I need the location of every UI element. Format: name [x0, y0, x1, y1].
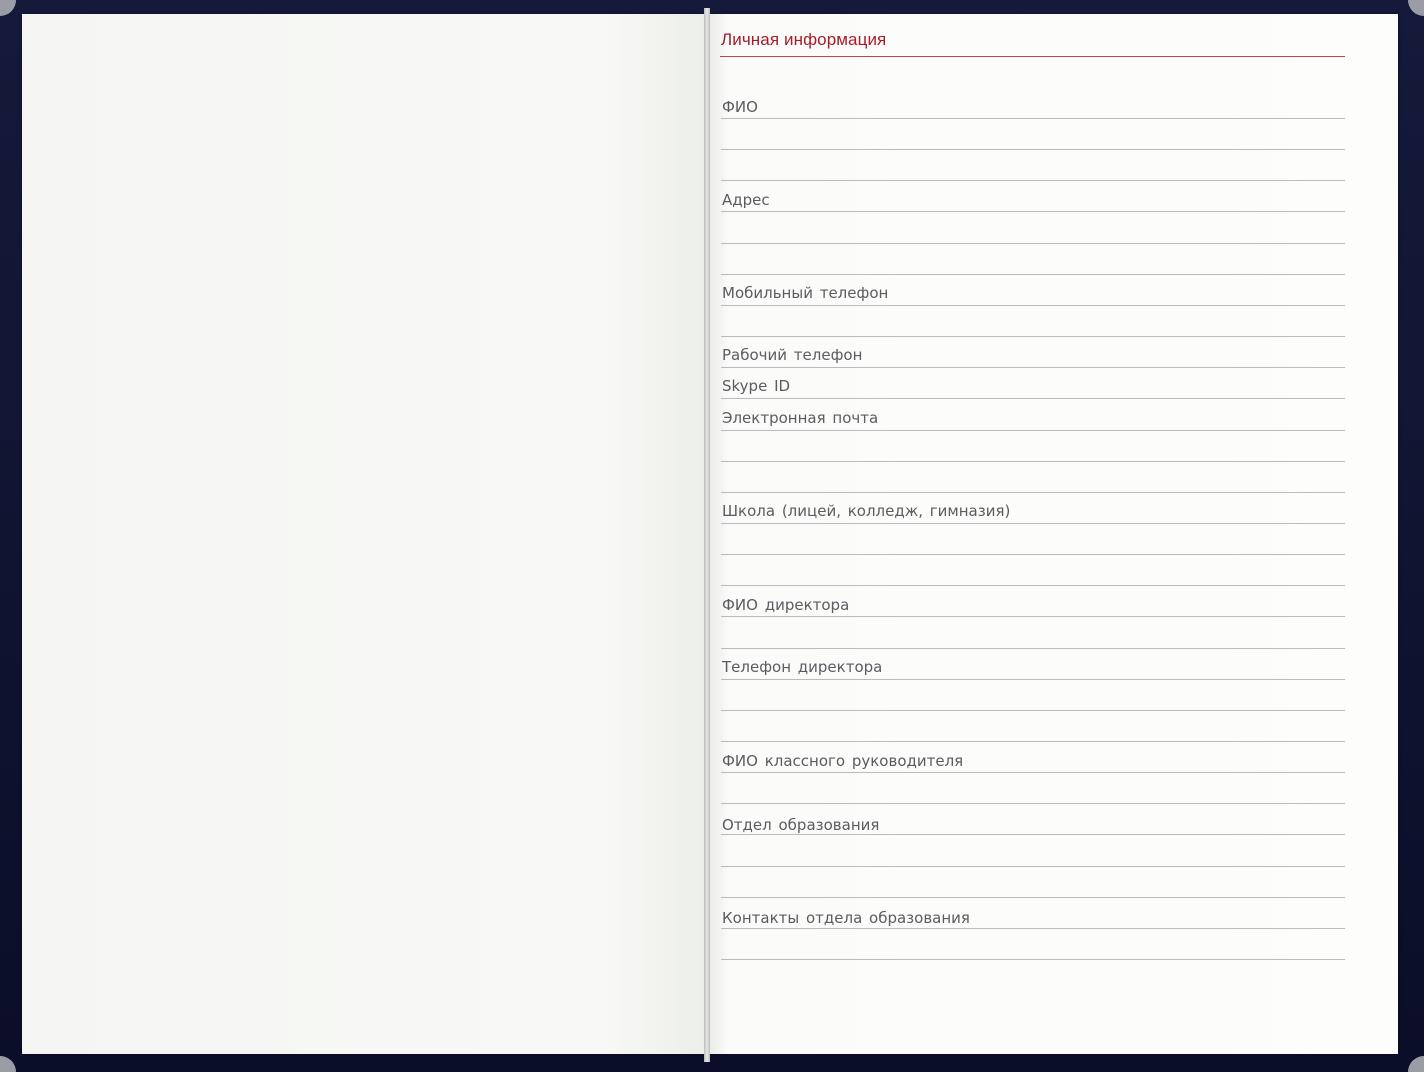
label-email: Электронная почта [722, 409, 879, 427]
ruled-line [721, 554, 1345, 555]
ruled-line [721, 834, 1345, 835]
label-class-teacher: ФИО классного руководителя [722, 752, 964, 770]
ruled-line [721, 274, 1345, 275]
ruled-line [721, 523, 1345, 524]
ruled-line [721, 648, 1345, 649]
ruled-line [721, 180, 1345, 181]
label-school: Школа (лицей, колледж, гимназия) [722, 502, 1011, 520]
ruled-line [721, 710, 1345, 711]
label-education-dept: Отдел образования [722, 816, 880, 834]
ruled-line [721, 928, 1345, 929]
ruled-line [721, 398, 1345, 399]
label-address: Адрес [722, 191, 770, 209]
label-fio: ФИО [722, 98, 758, 116]
label-mobile-phone: Мобильный телефон [722, 284, 889, 302]
ruled-line [721, 367, 1345, 368]
label-director-name: ФИО директора [722, 596, 850, 614]
ruled-line [721, 336, 1345, 337]
ruled-line [721, 149, 1345, 150]
ruled-line [721, 585, 1345, 586]
title-underline [720, 56, 1345, 57]
ruled-line [721, 959, 1345, 960]
ruled-line [721, 866, 1345, 867]
label-work-phone: Рабочий телефон [722, 346, 863, 364]
label-education-dept-contacts: Контакты отдела образования [722, 909, 970, 927]
book-gutter [704, 8, 710, 1062]
ruled-line [721, 741, 1345, 742]
ruled-line [721, 616, 1345, 617]
label-skype-id: Skype ID [722, 377, 791, 395]
ruled-line [721, 772, 1345, 773]
page-title: Личная информация [721, 30, 887, 49]
ruled-line [721, 305, 1345, 306]
ruled-line [721, 211, 1345, 212]
right-page-personal-info [708, 14, 1398, 1054]
ruled-line [721, 243, 1345, 244]
ruled-line [721, 118, 1345, 119]
ruled-line [721, 430, 1345, 431]
ruled-line [721, 803, 1345, 804]
ruled-line [721, 897, 1345, 898]
ruled-line [721, 461, 1345, 462]
ruled-line [721, 492, 1345, 493]
label-director-phone: Телефон директора [722, 658, 883, 676]
ruled-line [721, 679, 1345, 680]
left-page-blank [22, 14, 706, 1054]
